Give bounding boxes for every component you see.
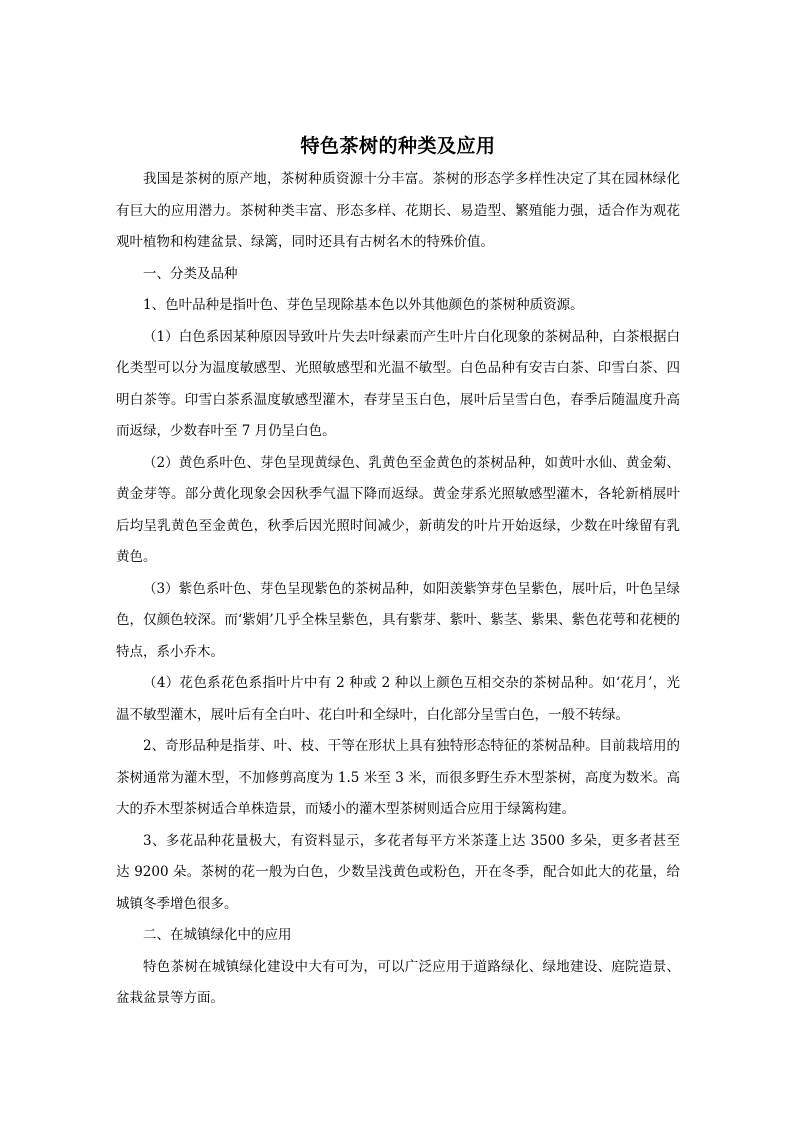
paragraph-urban-application: 特色茶树在城镇绿化建设中大有可为，可以广泛应用于道路绿化、绿地建设、庭院造景、盆栽盆景等方面。 xyxy=(116,958,680,1006)
paragraph-intro: 我国是茶树的原产地，茶树种质资源十分丰富。茶树的形态学多样性决定了其在园林绿化有巨大的应用潜力。茶树种类丰富、形态多样、花期长、易造型、繁殖能力强，适合作为观花观叶植物和构建盆景、绿篱，同时还具有古树名木的特殊价值。 xyxy=(116,171,680,250)
section-heading-urban-greening: 二、在城镇绿化中的应用 xyxy=(143,927,292,943)
section-heading-classification: 一、分类及品种 xyxy=(143,265,238,282)
paragraph-color-leaf: 1、色叶品种是指叶色、芽色呈现除基本色以外其他颜色的茶树种质资源。 xyxy=(143,297,584,313)
document-body xyxy=(116,128,680,1015)
document-title: 特色茶树的种类及应用 xyxy=(300,135,496,157)
paragraph-purple-series: （3）紫色系叶色、芽色呈现紫色的茶树品种，如阳羡紫笋芽色呈紫色，展叶后，叶色呈绿色，仅颜色较深。而‘紫娟’几乎全株呈紫色，具有紫芽、紫叶、紫茎、紫果、紫色花萼和花梗的特点，系小乔木。 xyxy=(116,580,680,660)
paragraph-variegated-series: （4）花色系花色系指叶片中有 2 种或 2 种以上颜色互相交杂的茶树品种。如‘花月’，光温不敏型灌木，展叶后有全白叶、花白叶和全绿叶，白化部分呈雪白色，一般不转绿。 xyxy=(116,675,680,723)
paragraph-yellow-series: （2）黄色系叶色、芽色呈现黄绿色、乳黄色至金黄色的茶树品种，如黄叶水仙、黄金菊、黄金芽等。部分黄化现象会因秋季气温下降而返绿。黄金芽系光照敏感型灌木，各轮新梢展叶后均呈乳黄色至金黄色，秋季后因光照时间减少，新萌发的叶片开始返绿，少数在叶缘留有乳黄色。 xyxy=(116,454,680,565)
paragraph-multi-flower: 3、多花品种花量极大，有资料显示，多花者每平方米茶蓬上达 3500 多朵，更多者甚至达 9200 朵。茶树的花一般为白色，少数呈浅黄色或粉色，开在冬季，配合如此大的花量，给城镇冬季增色很多。 xyxy=(116,832,680,912)
paragraph-white-series: （1）白色系因某种原因导致叶片失去叶绿素而产生叶片白化现象的茶树品种，白茶根据白化类型可以分为温度敏感型、光照敏感型和光温不敏型。白色品种有安吉白茶、印雪白茶、四明白茶等。印雪白茶系温度敏感型灌木，春芽呈玉白色，展叶后呈雪白色，春季后随温度升高而返绿，少数春叶至 7 月仍呈白色。 xyxy=(116,328,680,439)
paragraph-odd-shape: 2、奇形品种是指芽、叶、枝、干等在形状上具有独特形态特征的茶树品种。目前栽培用的茶树通常为灌木型，不加修剪高度为 1.5 米至 3 米，而很多野生乔木型茶树，高度为数米。高大的乔木型茶树适合单株造景，而矮小的灌木型茶树则适合应用于绿篱构建。 xyxy=(116,738,680,817)
